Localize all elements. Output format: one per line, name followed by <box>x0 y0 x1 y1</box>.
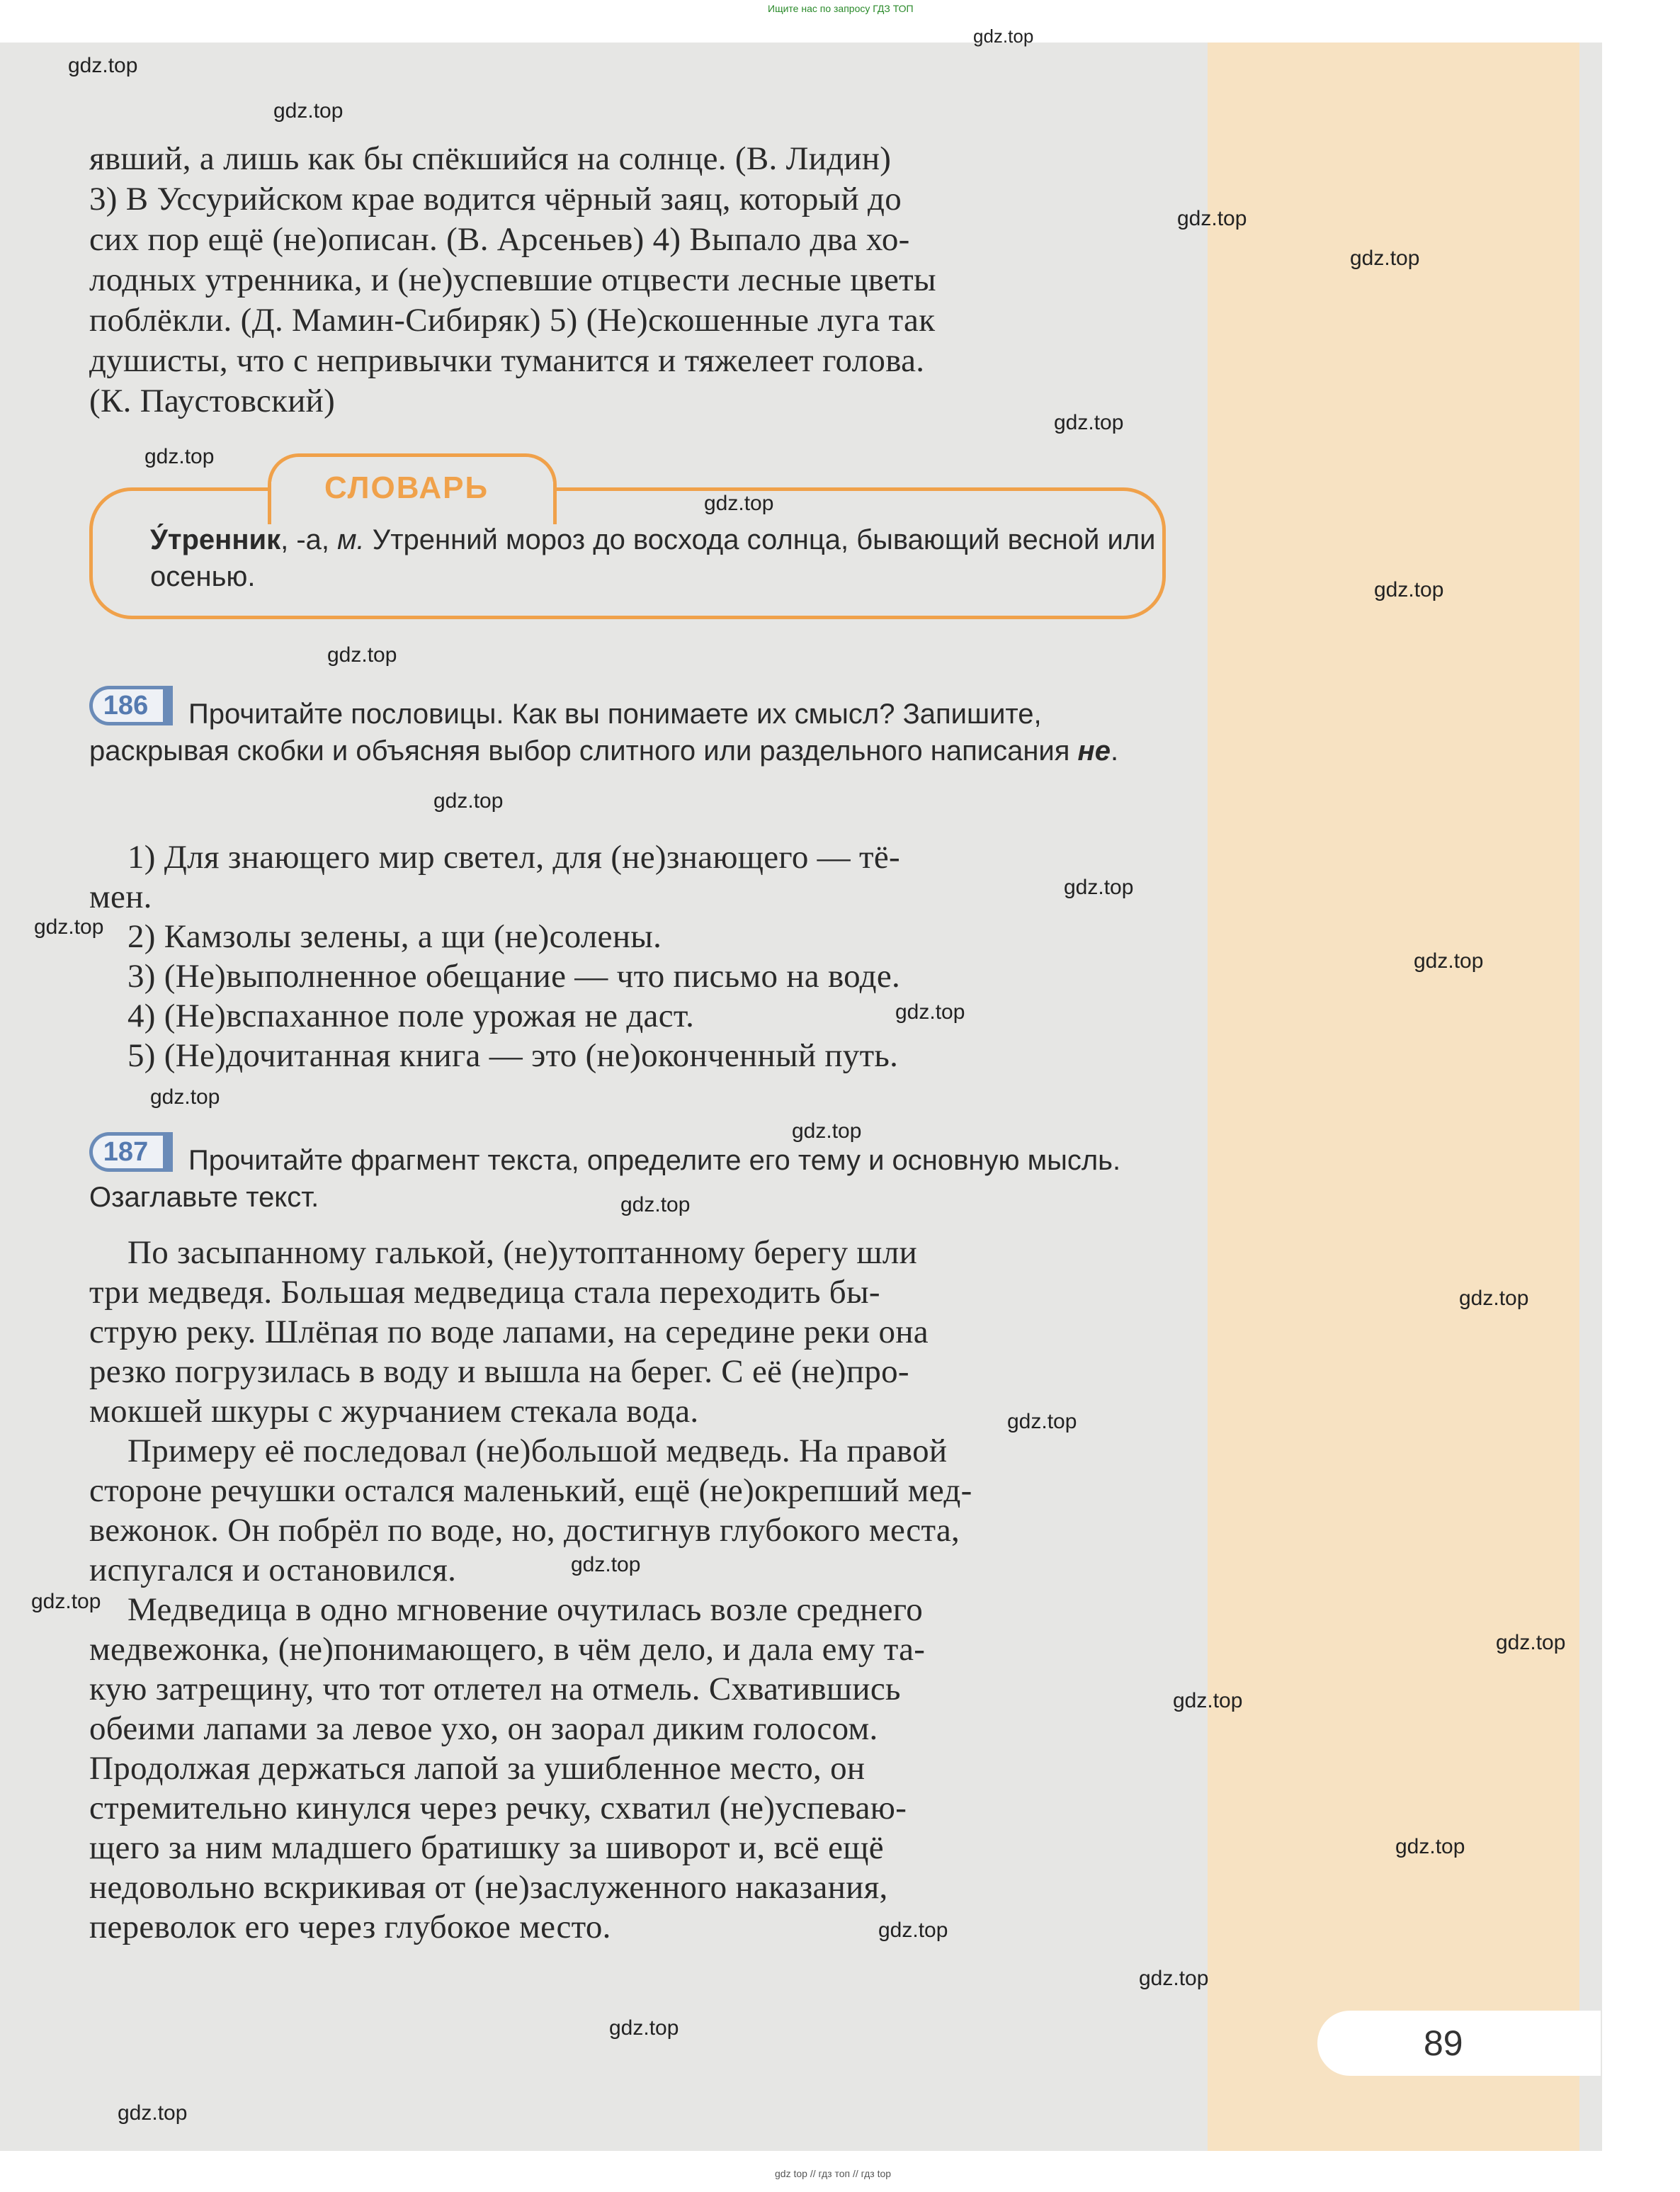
page-number: 89 <box>1317 2011 1601 2076</box>
dictionary-entry <box>150 521 1156 595</box>
task-186-text: Прочитайте пословицы. Как вы понимаете их смысл? Запишите, раскрывая скобки и объясняя выбор слитного или раздельного написания <box>89 699 1078 767</box>
text-line: поблёкли. (Д. Мамин-Сибиряк) 5) (Не)скошенные луга так <box>89 302 936 339</box>
text-line: переволок его через глубокое место. <box>89 1909 611 1945</box>
text-line: мокшей шкуры с журчанием стекала вода. <box>89 1393 699 1430</box>
dictionary-gender: м. <box>337 524 365 555</box>
text-line: Продолжая держаться лапой за ушибленное место, он <box>89 1750 865 1787</box>
proverbs-list <box>89 837 1169 1075</box>
watermark: gdz.top <box>273 99 344 123</box>
text-line: испугался и остановился. <box>89 1552 457 1588</box>
list-item: 1) Для знающего мир светел, для (не)знающего — тё- <box>127 839 900 876</box>
text-line: По засыпанному галькой, (не)утоптанному берегу шли <box>127 1234 918 1271</box>
bears-text <box>89 1233 1169 1947</box>
text-line: стороне речушки остался маленький, ещё (не)окрепший мед- <box>89 1472 972 1509</box>
watermark: gdz.top <box>150 1085 220 1109</box>
list-item: мен. <box>89 879 152 915</box>
list-item: 4) (Не)вспаханное поле урожая не даст. <box>127 998 695 1034</box>
watermark: gdz.top <box>118 2101 188 2125</box>
task-186-text-end: . <box>1110 735 1119 767</box>
watermark: gdz.top <box>878 1919 948 1942</box>
watermark: gdz.top <box>895 1000 965 1024</box>
task-number-badge: 187 <box>89 1132 173 1172</box>
watermark: gdz.top <box>571 1553 641 1576</box>
footer-note: gdz top // гдз топ // гдз top <box>775 2168 892 2179</box>
watermark: gdz.top <box>1350 247 1420 270</box>
text-line: резко погрузилась в воду и вышла на берег. С её (не)про- <box>89 1353 909 1390</box>
watermark: gdz.top <box>327 643 397 667</box>
watermark: gdz.top <box>792 1119 862 1143</box>
watermark: gdz.top <box>144 445 215 468</box>
dictionary-title: СЛОВАРЬ <box>324 470 489 505</box>
watermark: gdz.top <box>31 1590 101 1613</box>
dictionary-grammar: , -а, <box>280 524 338 555</box>
page-margin-strip <box>1208 43 1579 2151</box>
text-line: стремительно кинулся через речку, схватил (не)успеваю- <box>89 1790 907 1826</box>
watermark: gdz.top <box>1496 1631 1566 1654</box>
text-line: щего за ним младшего братишку за шиворот и, всё ещё <box>89 1829 884 1866</box>
watermark: gdz.top <box>1173 1689 1243 1712</box>
task-186-emphasis: не <box>1077 735 1111 767</box>
text-line: медвежонка, (не)понимающего, в чём дело, и дала ему та- <box>89 1631 926 1668</box>
watermark: gdz.top <box>1064 876 1134 899</box>
task-number-badge: 186 <box>89 686 173 725</box>
watermark: gdz.top <box>704 492 774 515</box>
watermark: gdz.top <box>1374 578 1444 601</box>
watermark: gdz.top <box>68 54 138 77</box>
watermark: gdz.top <box>433 789 504 813</box>
text-line: обеими лапами за левое ухо, он заорал диким голосом. <box>89 1710 878 1747</box>
watermark: gdz.top <box>620 1193 691 1216</box>
list-item: 5) (Не)дочитанная книга — это (не)оконченный путь. <box>127 1037 899 1074</box>
text-line: лодных утренника, и (не)успевшие отцвести лесные цветы <box>89 261 936 298</box>
text-line: (К. Паустовский) <box>89 383 336 419</box>
watermark: gdz.top <box>34 915 104 939</box>
watermark: gdz.top <box>1177 207 1247 230</box>
text-line: три медведя. Большая медведица стала переходить бы- <box>89 1274 880 1311</box>
watermark: gdz.top <box>1054 411 1124 434</box>
watermark: gdz.top <box>1395 1835 1465 1858</box>
watermark: gdz.top <box>1007 1410 1077 1433</box>
watermark: gdz.top <box>973 26 1034 47</box>
text-line: Примеру её последовал (не)большой медведь. На правой <box>127 1433 948 1469</box>
task-187-instruction: Прочитайте фрагмент текста, определите его тему и основную мысль. Озаглавьте текст. <box>89 1145 1121 1213</box>
text-line: вежонок. Он побрёл по воде, но, достигнув глубокого места, <box>89 1512 960 1549</box>
intro-paragraph <box>89 139 1169 422</box>
task-186-instruction <box>89 696 1169 769</box>
text-line: 3) В Уссурийском крае водится чёрный заяц, который до <box>89 181 902 217</box>
watermark: gdz.top <box>1139 1967 1209 1990</box>
watermark: gdz.top <box>1414 949 1484 973</box>
text-line: Медведица в одно мгновение очутилась возле среднего <box>127 1591 923 1628</box>
dictionary-definition: Утренний мороз до восхода солнца, бывающий весной или осенью. <box>150 524 1156 592</box>
text-line: недовольно вскрикивая от (не)заслуженного наказания, <box>89 1869 888 1906</box>
text-line: явший, а лишь как бы спёкшийся на солнце. (В. Лидин) <box>89 140 892 177</box>
dictionary-headword: У́тренник <box>150 524 281 555</box>
list-item: 3) (Не)выполненное обещание — что письмо на воде. <box>127 958 901 995</box>
top-note: Ищите нас по запросу ГДЗ ТОП <box>768 3 914 14</box>
text-line: сих пор ещё (не)описан. (В. Арсеньев) 4) Выпало два хо- <box>89 221 910 258</box>
text-line: струю реку. Шлёпая по воде лапами, на середине реки она <box>89 1313 929 1350</box>
text-line: душисты, что с непривычки туманится и тяжелеет голова. <box>89 342 925 379</box>
watermark: gdz.top <box>1459 1287 1529 1310</box>
watermark: gdz.top <box>609 2016 679 2040</box>
list-item: 2) Камзолы зелены, а щи (не)солены. <box>127 918 662 955</box>
text-line: кую затрещину, что тот отлетел на отмель. Схватившись <box>89 1671 901 1707</box>
